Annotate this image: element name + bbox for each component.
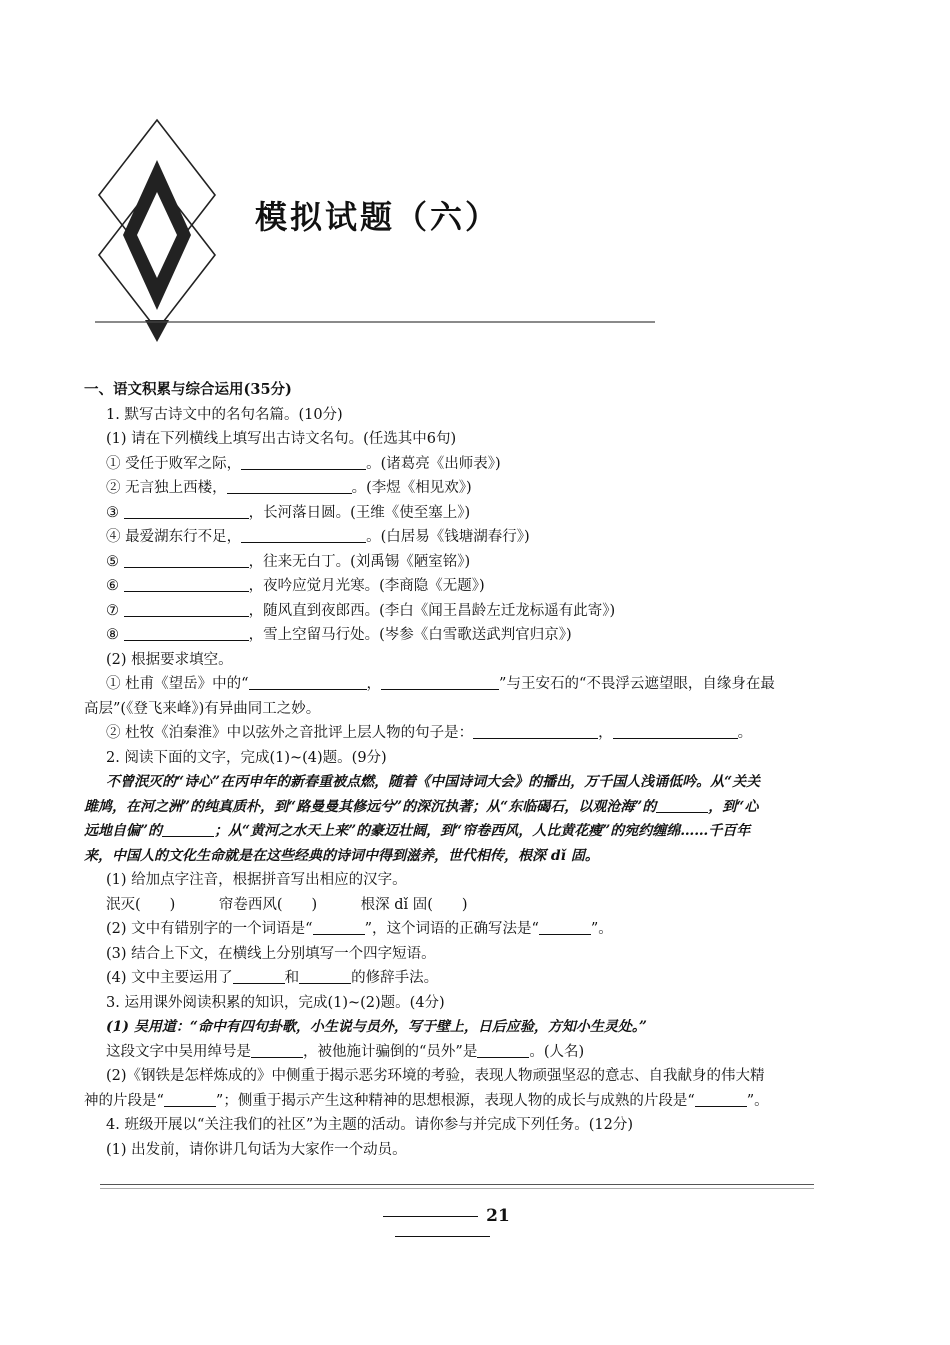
answer-blank[interactable] [656, 798, 708, 813]
text-line [84, 1138, 824, 1163]
text-line [84, 501, 824, 526]
line-text: ”。 [746, 1092, 769, 1109]
text-line [84, 966, 824, 991]
text-line [84, 672, 824, 697]
text-line [84, 525, 824, 550]
line-text: ”。 [590, 921, 613, 937]
page-number-text: 21 [486, 1206, 510, 1226]
page-title: 模拟试题（六） [255, 198, 501, 236]
line-text: (2)《钢铁是怎样炼成的》中侧重于揭示恶劣环境的考验，表现人物顽强坚忍的意志、自我献身的伟大精 [106, 1068, 765, 1084]
text-line [84, 574, 824, 599]
line-text: 。(诸葛亮《出师表》) [366, 455, 501, 472]
text-line [84, 403, 824, 428]
answer-blank[interactable] [227, 479, 352, 494]
footer-rule-secondary [100, 1188, 814, 1189]
line-text: ⑤ [106, 553, 124, 570]
line-text: 。(李煜《相见欢》) [351, 480, 472, 496]
text-line [84, 795, 824, 820]
line-text: ”，这个词语的正确写法是“ [364, 921, 539, 937]
text-line [84, 819, 824, 844]
line-text: (3) 结合上下文，在横线上分别填写一个四字短语。 [106, 945, 436, 962]
line-text: ；从“黄河之水天上来”的豪迈壮阔，到“帘卷西风，人比黄花瘦”的宛约缠绵……千百年 [214, 823, 751, 839]
text-line [84, 427, 824, 452]
answer-blank[interactable] [381, 675, 499, 690]
answer-blank[interactable] [477, 1043, 529, 1058]
line-text: ，长河落日圆。(王维《使至塞上》) [248, 504, 471, 521]
line-text: (2) 根据要求填空。 [106, 651, 233, 668]
text-line [84, 1015, 824, 1040]
line-text: ① 杜甫《望岳》中的“ [106, 676, 249, 692]
line-text: 2. 阅读下面的文字，完成(1)~(4)题。(9分) [106, 749, 387, 766]
line-text: 1. 默写古诗文中的名句名篇。(10分) [106, 406, 343, 423]
line-text: (1) 请在下列横线上填写出古诗文名句。(任选其中6句) [106, 431, 457, 447]
line-text: ② 杜牧《泊秦淮》中以弦外之音批评上层人物的句子是： [106, 725, 474, 741]
answer-blank[interactable] [124, 553, 249, 568]
line-text: 来，中国人的文化生命就是在这些经典的诗词中得到滋养，世代相传，根深 dǐ 固。 [84, 847, 599, 864]
text-line [84, 770, 824, 795]
text-line [84, 746, 824, 771]
line-text: 。(白居易《钱塘湖春行》) [366, 529, 530, 545]
line-text: ⑥ [106, 578, 124, 594]
footer-rule [100, 1184, 814, 1185]
line-text: ，被他施计骗倒的“员外”是 [303, 1043, 478, 1060]
line-text: ① 受任于败军之际， [106, 455, 242, 472]
answer-blank[interactable] [539, 920, 591, 935]
line-text: 4. 班级开展以“关注我们的社区”为主题的活动。请你参与并完成下列任务。(12分) [106, 1117, 634, 1133]
text-line [84, 550, 824, 575]
line-text: 的修辞手法。 [351, 970, 439, 986]
line-text: 。(人名) [529, 1043, 585, 1060]
text-line [84, 917, 824, 942]
text-line [84, 697, 824, 722]
exam-content [84, 378, 824, 1162]
answer-blank[interactable] [299, 969, 351, 984]
answer-blank[interactable] [233, 969, 285, 984]
answer-blank[interactable] [473, 724, 598, 739]
text-line [84, 1064, 824, 1089]
line-text: ，往来无白丁。(刘禹锡《陋室铭》) [248, 553, 471, 570]
line-text: ，到“心 [708, 798, 759, 815]
answer-blank[interactable] [313, 920, 365, 935]
answer-blank[interactable] [251, 1043, 303, 1058]
line-text: 不曾泯灭的“诗心”在丙申年的新春重被点燃，随着《中国诗词大会》的播出，万千国人浅诵低吟。从“关关 [106, 774, 761, 790]
text-line [84, 1040, 824, 1065]
line-text: (2) 文中有错别字的一个词语是“ [106, 921, 313, 937]
text-line [84, 991, 824, 1016]
answer-blank[interactable] [162, 822, 214, 837]
line-text: ③ [106, 504, 124, 521]
line-text: 和 [284, 970, 300, 986]
line-text: ⑦ [106, 602, 124, 619]
line-text: 。 [737, 725, 753, 741]
diamond-tip [145, 320, 169, 342]
text-line [84, 599, 824, 624]
line-text: 神的片段是“ [84, 1092, 164, 1109]
line-text: ， [598, 725, 613, 741]
text-line [84, 1089, 824, 1114]
answer-blank[interactable] [249, 675, 367, 690]
text-line [84, 721, 824, 746]
answer-blank[interactable] [124, 626, 249, 641]
answer-blank[interactable] [695, 1092, 747, 1107]
line-text: (1) 出发前，请你讲几句话为大家作一个动员。 [106, 1141, 407, 1158]
text-line [84, 378, 824, 403]
text-line [84, 942, 824, 967]
answer-blank[interactable] [164, 1092, 216, 1107]
line-text: 高层”(《登飞来峰》)有异曲同工之妙。 [84, 700, 321, 717]
text-line [84, 893, 824, 918]
answer-blank[interactable] [124, 577, 249, 592]
line-text: 雎鸠，在河之洲”的纯真质朴，到“路曼曼其修远兮”的深沉执著；从“东临碣石，以观沧海”的 [84, 798, 657, 815]
answer-blank[interactable] [124, 504, 249, 519]
line-text: ”；侧重于揭示产生这种精神的思想根源，表现人物的成长与成熟的片段是“ [215, 1092, 695, 1109]
line-text: ， [366, 676, 382, 692]
text-line [84, 1113, 824, 1138]
text-line [84, 623, 824, 648]
text-line [84, 452, 824, 477]
answer-blank[interactable] [241, 528, 366, 543]
line-text: 一、语文积累与综合运用(35分) [84, 381, 292, 398]
line-text: 3. 运用课外阅读积累的知识，完成(1)~(2)题。(4分) [106, 994, 445, 1011]
line-text: ，随风直到夜郎西。(李白《闻王昌龄左迁龙标遥有此寄》) [248, 602, 616, 619]
answer-blank[interactable] [613, 724, 738, 739]
line-text: ⑧ [106, 627, 124, 643]
line-text: ④ 最爱湖东行不足， [106, 529, 242, 545]
line-text: ② 无言独上西楼， [106, 480, 227, 496]
page-number [320, 1206, 565, 1246]
line-text: 泯灭( ) 帘卷西风( ) 根深 dǐ 固( ) [106, 896, 468, 913]
text-line [84, 844, 824, 869]
text-line [84, 648, 824, 673]
line-text: (4) 文中主要运用了 [106, 970, 233, 986]
line-text: 这段文字中吴用绰号是 [106, 1043, 251, 1060]
text-line [84, 868, 824, 893]
line-text: ”与王安石的“不畏浮云遮望眼，自缘身在最 [499, 676, 775, 692]
line-text: (1) 给加点字注音，根据拼音写出相应的汉字。 [106, 872, 407, 888]
answer-blank[interactable] [124, 602, 249, 617]
line-text: ，夜吟应觉月光寒。(李商隐《无题》) [248, 578, 485, 594]
line-text: 远地自偏”的 [84, 823, 163, 839]
text-line [84, 476, 824, 501]
line-text: (1) 吴用道：“命中有四句卦歌，小生说与员外，写于壁上，日后应验，方知小生灵处。” [106, 1019, 647, 1035]
line-text: ，雪上空留马行处。(岑参《白雪歌送武判官归京》) [248, 627, 572, 643]
answer-blank[interactable] [241, 455, 366, 470]
